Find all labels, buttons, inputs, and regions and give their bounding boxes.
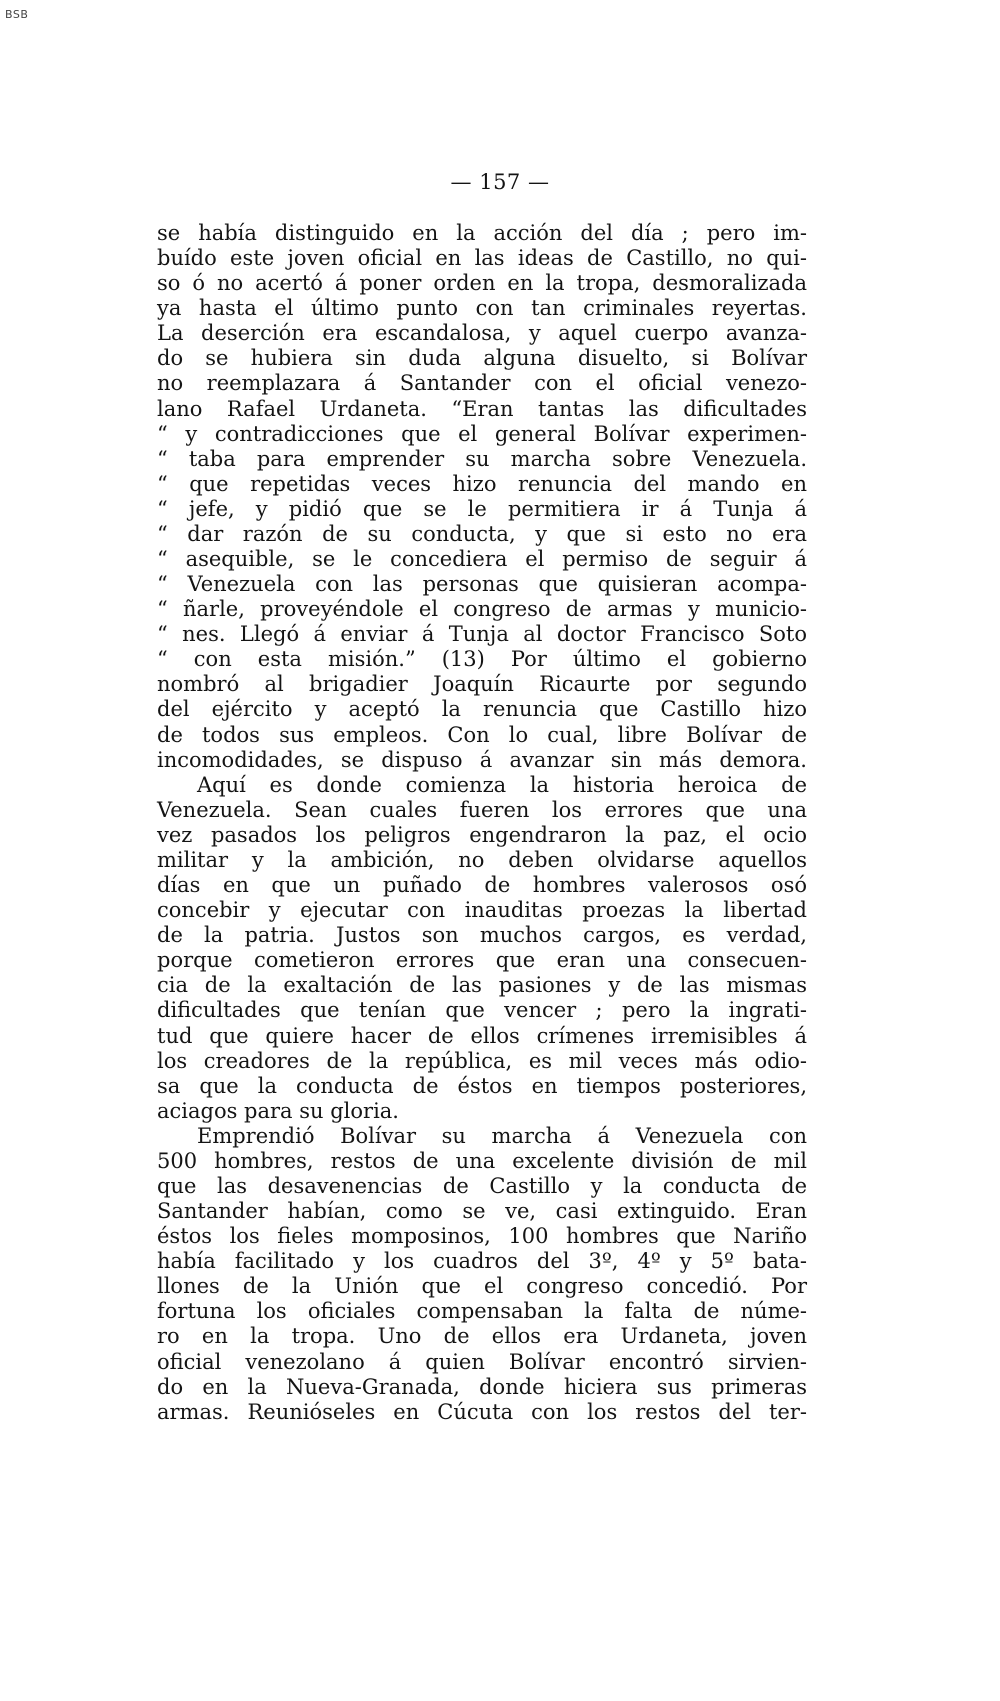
text-line: “ asequible, se le concediera el permiso de seguir á xyxy=(157,547,807,572)
text-line: tud que quiere hacer de ellos crímenes irremisibles á xyxy=(157,1023,807,1048)
text-line: cia de la exaltación de las pasiones y de las mismas xyxy=(157,973,807,998)
text-line: do se hubiera sin duda alguna disuelto, si Bolívar xyxy=(157,346,807,371)
text-line: los creadores de la república, es mil veces más odio- xyxy=(157,1048,807,1073)
text-line: “ taba para emprender su marcha sobre Venezuela. xyxy=(157,446,807,471)
text-line: “ ñarle, proveyéndole el congreso de armas y municio- xyxy=(157,597,807,622)
text-line: “ que repetidas veces hizo renuncia del mando en xyxy=(157,471,807,496)
text-line: que las desavenencias de Castillo y la conducta de xyxy=(157,1173,807,1198)
library-stamp: BSB xyxy=(5,8,29,21)
text-line: llones de la Unión que el congreso concedió. Por xyxy=(157,1274,807,1299)
text-line: “ jefe, y pidió que se le permitiera ir á Tunja á xyxy=(157,496,807,521)
text-line: “ nes. Llegó á enviar á Tunja al doctor Francisco Soto xyxy=(157,622,807,647)
text-line: éstos los fieles momposinos, 100 hombres que Nariño xyxy=(157,1224,807,1249)
text-line: de la patria. Justos son muchos cargos, es verdad, xyxy=(157,923,807,948)
text-line: “ dar razón de su conducta, y que si esto no era xyxy=(157,521,807,546)
text-line: incomodidades, se dispuso á avanzar sin más demora. xyxy=(157,747,807,772)
text-line: dificultades que tenían que vencer ; pero la ingrati- xyxy=(157,998,807,1023)
text-line: nombró al brigadier Joaquín Ricaurte por segundo xyxy=(157,672,807,697)
text-line: “ Venezuela con las personas que quisieran acompa- xyxy=(157,572,807,597)
text-line: fortuna los oficiales compensaban la falta de núme- xyxy=(157,1299,807,1324)
text-line: Emprendió Bolívar su marcha á Venezuela con xyxy=(197,1123,807,1148)
text-line: se había distinguido en la acción del día ; pero im- xyxy=(157,221,807,245)
text-line: militar y la ambición, no deben olvidarse aquellos xyxy=(157,847,807,872)
text-line: lano Rafael Urdaneta. “Eran tantas las dificultades xyxy=(157,396,807,421)
page-number: — 157 — xyxy=(450,170,550,194)
text-line: días en que un puñado de hombres valerosos osó xyxy=(157,873,807,898)
text-line: La deserción era escandalosa, y aquel cuerpo avanza- xyxy=(157,321,807,346)
text-line: Venezuela. Sean cuales fueren los errores que una xyxy=(157,797,807,822)
text-line: no reemplazara á Santander con el oficial venezo- xyxy=(157,371,807,396)
body-text xyxy=(157,221,807,1425)
text-line: do en la Nueva-Granada, donde hiciera sus primeras xyxy=(157,1374,807,1399)
text-line: ya hasta el último punto con tan criminales reyertas. xyxy=(157,296,807,321)
text-line: aciagos para su gloria. xyxy=(157,1098,399,1123)
text-line: armas. Reunióseles en Cúcuta con los restos del ter- xyxy=(157,1399,807,1424)
text-line: Aquí es donde comienza la historia heroica de xyxy=(197,772,807,797)
text-line: 500 hombres, restos de una excelente división de mil xyxy=(157,1148,807,1173)
text-line: ro en la tropa. Uno de ellos era Urdaneta, joven xyxy=(157,1324,807,1349)
text-line: vez pasados los peligros engendraron la paz, el ocio xyxy=(157,822,807,847)
text-line: so ó no acertó á poner orden en la tropa, desmoralizada xyxy=(157,271,807,296)
text-line: había facilitado y los cuadros del 3º, 4º y 5º bata- xyxy=(157,1249,807,1274)
text-line: Santander habían, como se ve, casi extinguido. Eran xyxy=(157,1199,807,1224)
text-line: porque cometieron errores que eran una consecuen- xyxy=(157,948,807,973)
text-line: sa que la conducta de éstos en tiempos posteriores, xyxy=(157,1073,807,1098)
text-line: “ y contradicciones que el general Bolívar experimen- xyxy=(157,421,807,446)
text-line: oficial venezolano á quien Bolívar encontró sirvien- xyxy=(157,1349,807,1374)
text-line: del ejército y aceptó la renuncia que Castillo hizo xyxy=(157,697,807,722)
text-line: concebir y ejecutar con inauditas proezas la libertad xyxy=(157,898,807,923)
text-line: “ con esta misión.” (13) Por último el gobierno xyxy=(157,647,807,672)
text-line: buído este joven oficial en las ideas de Castillo, no qui- xyxy=(157,246,807,271)
text-line: de todos sus empleos. Con lo cual, libre Bolívar de xyxy=(157,722,807,747)
